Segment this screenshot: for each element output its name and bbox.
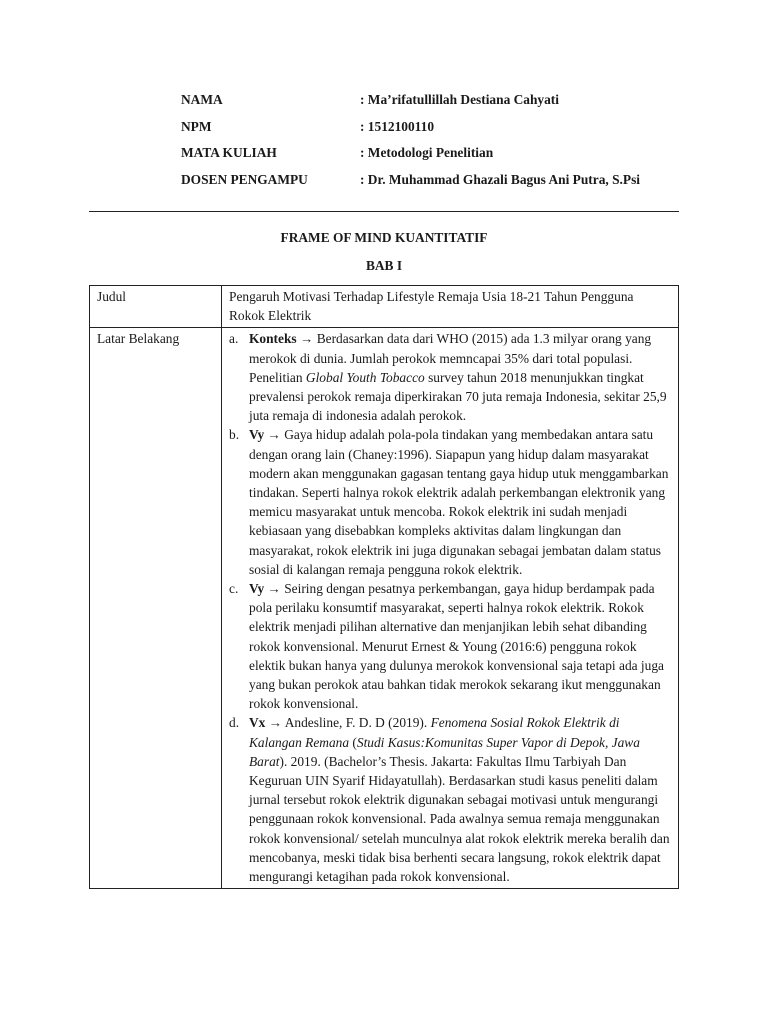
info-value: : 1512100110: [360, 118, 435, 134]
point-lead: Vy: [249, 427, 265, 443]
latar-content-cell: [222, 328, 679, 889]
judul-value-cell: Pengaruh Motivasi Terhadap Lifestyle Remaja Usia 18-21 Tahun Pengguna Rokok Elektrik: [222, 286, 679, 328]
point-text: ). 2019. (Bachelor’s Thesis. Jakarta: Fakultas Ilmu Tarbiyah Dan Keguruan UIN Syarif Hidayatullah). Berdasarkan studi kasus peneliti dalam jurnal tersebut rokok elektrik digunakan sebagai motivasi untuk mengurangi penggunaan rokok konvensional. Pada awalnya semua remaja menggunakan rokok konvensional/ setelah munculnya alat rokok elektrik mereka beralih dan mencobanya, meski tidak bisa berhenti secara langsung, rokok elektrik dapat mengurangi ketagihan pada rokok konvensional.: [249, 753, 670, 885]
background-point: [229, 579, 672, 713]
arrow-glyph: →: [264, 427, 285, 443]
info-value: : Dr. Muhammad Ghazali Bagus Ani Putra, S.Psi: [360, 171, 640, 187]
document-title: FRAME OF MIND KUANTITATIF: [280, 230, 488, 245]
point-text-italic: Studi Kasus:Komunitas Super Vapor di Depok, Jawa Barat: [249, 734, 640, 769]
point-lead: Vy: [249, 581, 265, 597]
point-marker: a.: [229, 331, 239, 347]
chapter-heading: BAB I: [365, 258, 403, 273]
point-marker: d.: [229, 715, 240, 731]
table-row-judul: [90, 286, 679, 328]
latar-label-cell: Latar Belakang: [90, 328, 222, 889]
info-value: : Metodologi Penelitian: [360, 145, 494, 160]
point-marker: b.: [229, 427, 240, 443]
background-point: [229, 425, 672, 579]
point-text: Andesline, F. D. D (2019).: [284, 715, 431, 731]
point-marker: c.: [229, 581, 239, 597]
arrow-glyph: →: [265, 715, 285, 731]
arrow-glyph: →: [264, 581, 285, 597]
point-lead: Konteks: [249, 331, 297, 347]
background-point: [229, 713, 672, 886]
point-text-italic: Global Youth Tobacco: [305, 369, 425, 385]
info-label: DOSEN PENGAMPU: [181, 171, 308, 187]
table-row-latar-belakang: [90, 328, 679, 889]
judul-label-cell: Judul: [90, 286, 222, 328]
info-label: NAMA: [181, 92, 223, 107]
point-text-italic: Fenomena Sosial Rokok Elektrik di Kalangan Remana: [249, 715, 620, 750]
header-divider: [89, 211, 679, 212]
point-lead: Vx: [249, 715, 266, 731]
background-point: [229, 329, 672, 425]
info-label: MATA KULIAH: [181, 145, 277, 160]
point-text: Gaya hidup adalah pola-pola tindakan yang membedakan antara satu dengan orang lain (Chaney:1996). Siapapun yang hidup dalam masyarakat modern akan menggunakan gagasan tentang gaya hidup utuk menggambarkan tindakan. Seperti halnya rokok elektrik adalah perkembangan elektronik yang memicu masyarakat untuk mencoba. Rokok elektrik ini sudah menjadi kebiasaan yang disebabkan kompleks aktivitas dalam lingkungan dan masyarakat, rokok elektrik ini juga digunakan sebagai jembatan dalam status sosial di kalangan remaja pengguna rokok elektrik.: [249, 427, 669, 577]
point-text: survey tahun 2018 menunjukkan tingkat prevalensi perokok remaja diperkirakan 70 juta remaja Indonesia, sekitar 25,9 juta remaja di indonesia adalah perokok.: [249, 369, 667, 424]
info-value: : Ma’rifatullillah Destiana Cahyati: [360, 92, 559, 107]
point-text: Seiring dengan pesatnya perkembangan, gaya hidup berdampak pada pola perilaku konsumtif masyarakat, seperti halnya rokok elektrik. Rokok elektrik menjadi pilihan alternative dan menjanjikan lebih sehat dibanding rokok konvensional. Menurut Ernest & Young (2016:6) pengguna rokok elektik bukan hanya yang dulunya merokok konvensional saja tetapi ada juga yang bukan perokok atau bahkan tidak merokok sekarang ikut menggunakan rokok konvensional.: [249, 581, 664, 712]
point-text: (: [349, 734, 357, 750]
arrow-glyph: →: [296, 331, 317, 347]
info-label: NPM: [181, 118, 212, 134]
frame-of-mind-table: [89, 285, 679, 889]
point-text: Berdasarkan data dari WHO (2015) ada 1.3 milyar orang yang merokok di dunia. Jumlah perokok memncapai 35% dari total populasi. Penelitian: [249, 331, 652, 385]
background-points-list: [229, 329, 672, 886]
